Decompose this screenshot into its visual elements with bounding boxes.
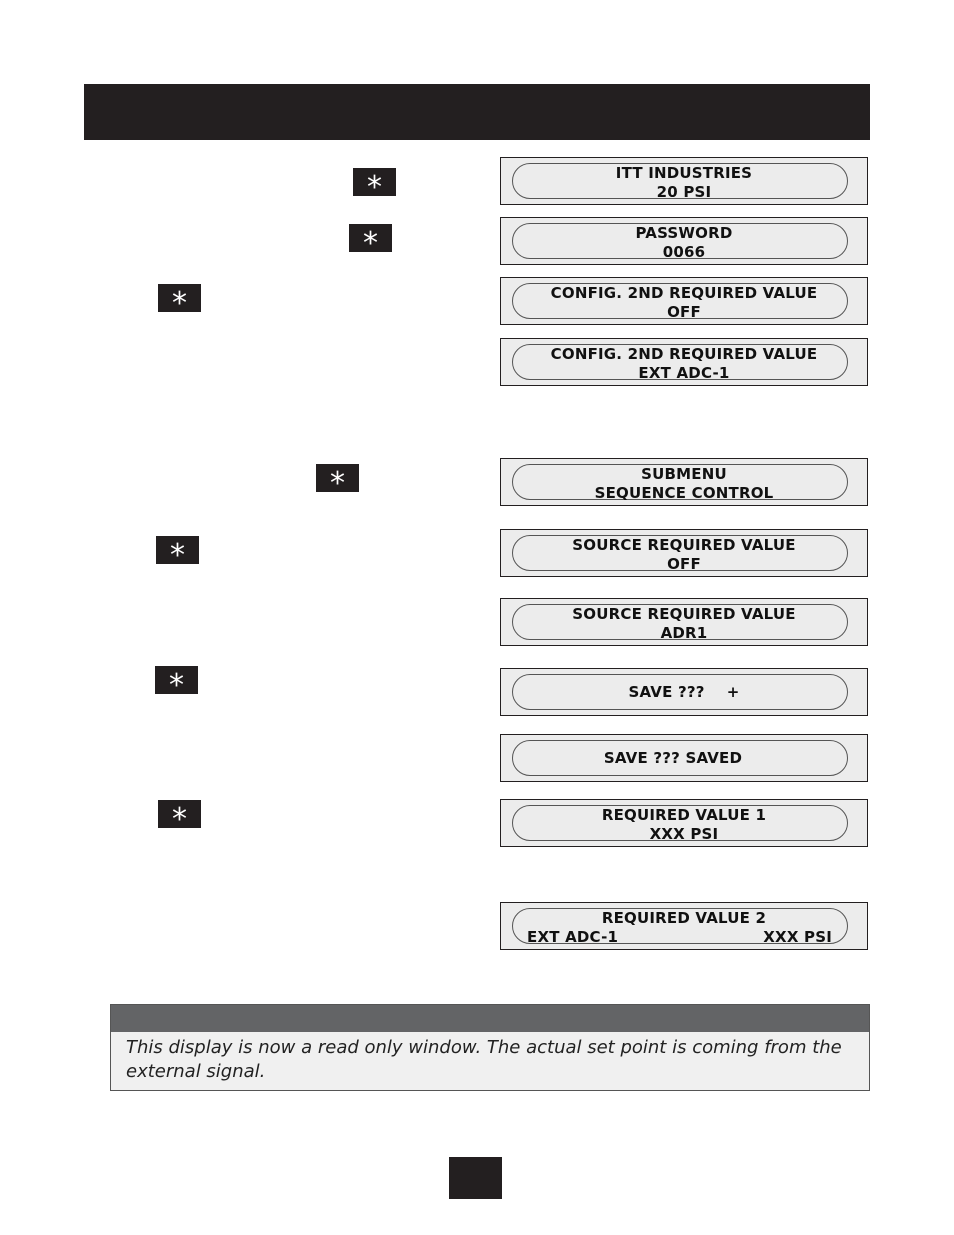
lcd-display-password [500,217,868,265]
lcd-display-config-off [500,277,868,325]
lcd-line-1: CONFIG. 2ND REQUIRED VALUE [550,345,818,363]
lcd-display-submenu [500,458,868,506]
lcd-plus-symbol: + [726,683,740,701]
lcd-line-2: ADR1 [660,624,708,642]
asterisk-key-icon: * [316,464,359,492]
asterisk-key-icon: * [353,168,396,196]
lcd-display-required-value-1 [500,799,868,847]
lcd-line-1: CONFIG. 2ND REQUIRED VALUE [550,284,818,302]
lcd-line-2: SEQUENCE CONTROL [594,484,774,502]
lcd-line-2: 0066 [662,243,706,261]
lcd-line-1: SOURCE REQUIRED VALUE [572,605,796,623]
lcd-line-1: SAVE ??? [628,683,705,701]
lcd-display-source-off [500,529,868,577]
lcd-line-1: REQUIRED VALUE 2 [601,909,767,927]
lcd-line-2: XXX PSI [649,825,719,843]
lcd-display-home [500,157,868,205]
section-header-bar [84,84,870,140]
lcd-line-2: EXT ADC-1 [638,364,730,382]
asterisk-key-icon: * [349,224,392,252]
asterisk-key-icon: * [156,536,199,564]
lcd-line-2-left: EXT ADC-1 [527,928,619,946]
lcd-line-2-right: XXX PSI [763,928,832,946]
lcd-line-2: OFF [667,303,701,321]
lcd-line-1: PASSWORD [635,224,733,242]
asterisk-key-icon: * [158,800,201,828]
page-number-block [449,1157,502,1199]
lcd-line-1: SAVE ??? SAVED [603,749,743,767]
lcd-line-2: 20 PSI [656,183,712,201]
asterisk-key-icon: * [158,284,201,312]
lcd-line-1: SOURCE REQUIRED VALUE [572,536,796,554]
lcd-line-1: REQUIRED VALUE 1 [601,806,767,824]
lcd-line-1: SUBMENU [641,465,727,483]
asterisk-key-icon: * [155,666,198,694]
note-text: This display is now a read only window. The actual set point is coming from the external signal. [126,1037,842,1082]
lcd-line-2: OFF [667,555,701,573]
lcd-display-required-value-2 [500,902,868,950]
lcd-display-config-ext-adc [500,338,868,386]
lcd-display-save-prompt [500,668,868,716]
lcd-display-source-adr1 [500,598,868,646]
lcd-display-saved [500,734,868,782]
note-header-bar [111,1005,869,1032]
lcd-line-1: ITT INDUSTRIES [615,164,753,182]
note-box [110,1004,870,1091]
